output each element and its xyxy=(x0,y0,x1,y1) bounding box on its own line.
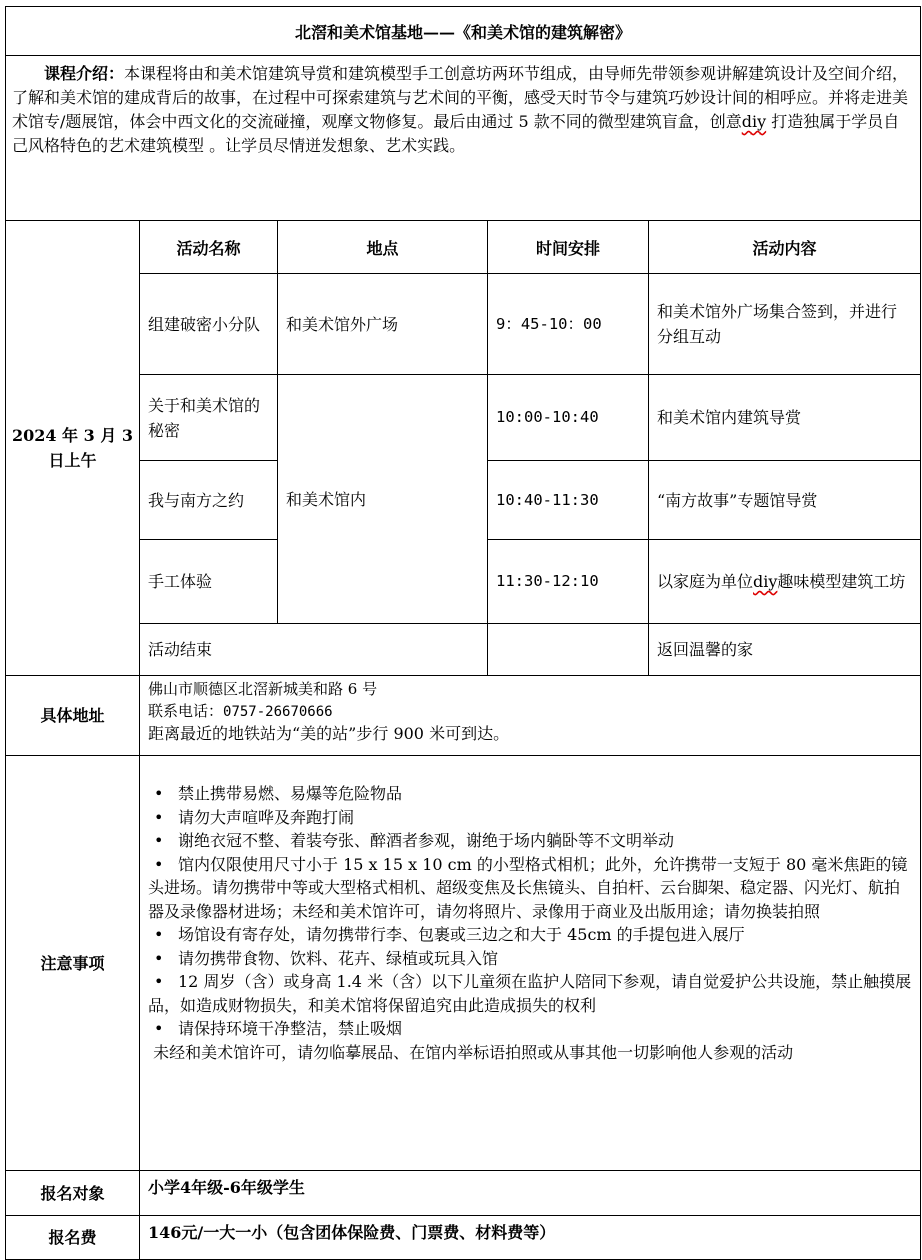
activity-time: 9：45-10：00 xyxy=(488,274,649,375)
notes-footer: 未经和美术馆许可，请勿临摹展品、在馆内举标语拍照或从事其他一切影响他人参观的活动 xyxy=(148,1042,794,1062)
table-row xyxy=(6,274,921,375)
activity-name: 关于和美术馆的秘密 xyxy=(140,375,278,461)
notes-label: 注意事项 xyxy=(6,756,140,1171)
fee-value: 146元/一大一小（包含团体保险费、门票费、材料费等） xyxy=(140,1216,921,1260)
activity-name: 我与南方之约 xyxy=(140,461,278,540)
notes-list xyxy=(140,756,921,1171)
activity-name: 活动结束 xyxy=(140,624,488,676)
list-item: • 请保持环境干净整洁，禁止吸烟 xyxy=(154,1019,403,1038)
activity-content: 和美术馆外广场集合签到，并进行分组互动 xyxy=(649,274,921,375)
list-item: • 12 周岁（含）或身高 1.4 米（含）以下儿童须在监护人陪同下参观，请自觉爱护公共设施，禁止触摸展品，如造成财物损失，和美术馆将保留追究由此造成损失的权利 xyxy=(148,972,912,1015)
event-info-table xyxy=(5,6,921,1260)
intro-label: 课程介绍： xyxy=(44,64,125,83)
content-part: 以家庭为单位 xyxy=(657,572,754,591)
phone-number: 0757-26670666 xyxy=(223,704,333,720)
activity-time: 10:40-11:30 xyxy=(488,461,649,540)
intro-text-1: 本课程将由和美术馆建筑导赏和建筑模型手工创意坊两环节组成，由导师先带领参观讲解建筑设计及空间介绍，了解和美术馆的建成背后的故事，在过程中可探索建筑与艺术间的平衡，感受天时节令与建筑巧妙设计间的相呼应。并将走进美术馆专/题展馆，体会中西文化的交流碰撞，观摩文物修复。最后由通过 5 款不同的微型建筑盲盒，创意 xyxy=(12,64,909,131)
metro-line: 距离最近的地铁站为“美的站”步行 900 米可到达。 xyxy=(148,724,510,743)
activity-time: 11:30-12:10 xyxy=(488,540,649,624)
activity-time: 10:00-10:40 xyxy=(488,375,649,461)
intro-diy: diy xyxy=(741,112,767,131)
activity-place: 和美术馆内 xyxy=(278,375,488,624)
phone-line xyxy=(148,700,912,723)
activity-name: 组建破密小分队 xyxy=(140,274,278,375)
activity-time xyxy=(488,624,649,676)
content-diy: diy xyxy=(753,572,778,591)
activity-content: 和美术馆内建筑导赏 xyxy=(649,375,921,461)
table-row xyxy=(6,375,921,461)
course-intro xyxy=(6,56,921,221)
fee-label: 报名费 xyxy=(6,1216,140,1260)
list-item: • 禁止携带易燃、易爆等危险物品 xyxy=(154,784,403,803)
list-item: • 请勿大声喧哗及奔跑打闹 xyxy=(154,807,355,827)
table-row xyxy=(6,624,921,676)
address-label: 具体地址 xyxy=(6,676,140,756)
activity-place: 和美术馆外广场 xyxy=(278,274,488,375)
header-location: 地点 xyxy=(278,221,488,274)
address-line: 佛山市顺德区北滘新城美和路 6 号 xyxy=(148,680,378,698)
activity-content: “南方故事”专题馆导赏 xyxy=(649,461,921,540)
list-item: • 谢绝衣冠不整、着装夸张、醉酒者参观，谢绝于场内躺卧等不文明举动 xyxy=(154,831,675,850)
activity-content xyxy=(649,540,921,624)
target-value: 小学4年级-6年级学生 xyxy=(140,1171,921,1216)
phone-label: 联系电话： xyxy=(148,702,224,720)
target-label: 报名对象 xyxy=(6,1171,140,1216)
list-item: • 请勿携带食物、饮料、花卉、绿植或玩具入馆 xyxy=(154,948,499,968)
list-item: • 场馆设有寄存处，请勿携带行李、包裹或三边之和大于 45cm 的手提包进入展厅 xyxy=(154,925,745,944)
intro-text-2: 打造独属于学员自己风格特色的艺术建筑模型 。让学员尽情迸发想象、艺术实践。 xyxy=(12,112,900,155)
list-item: • 馆内仅限使用尺寸小于 15 x 15 x 10 cm 的小型格式相机；此外，允许携带一支短于 80 毫米焦距的镜头进场。请勿携带中等或大型格式相机、超级变焦及长焦镜头、自拍杆、云台脚架、稳定器、闪光灯、航拍器及录像器材进场；未经和美术馆许可，请勿将照片、录像用于商业及出版用途；请勿换装拍照 xyxy=(148,854,908,921)
schedule-date: 2024 年 3 月 3 日上午 xyxy=(6,221,140,676)
activity-name: 手工体验 xyxy=(140,540,278,624)
header-content: 活动内容 xyxy=(649,221,921,274)
address-details xyxy=(140,676,921,756)
activity-content: 返回温馨的家 xyxy=(649,624,921,676)
header-activity-name: 活动名称 xyxy=(140,221,278,274)
content-part: 趣味模型建筑工坊 xyxy=(777,572,906,591)
document-title: 北滘和美术馆基地——《和美术馆的建筑解密》 xyxy=(6,7,921,56)
header-time: 时间安排 xyxy=(488,221,649,274)
